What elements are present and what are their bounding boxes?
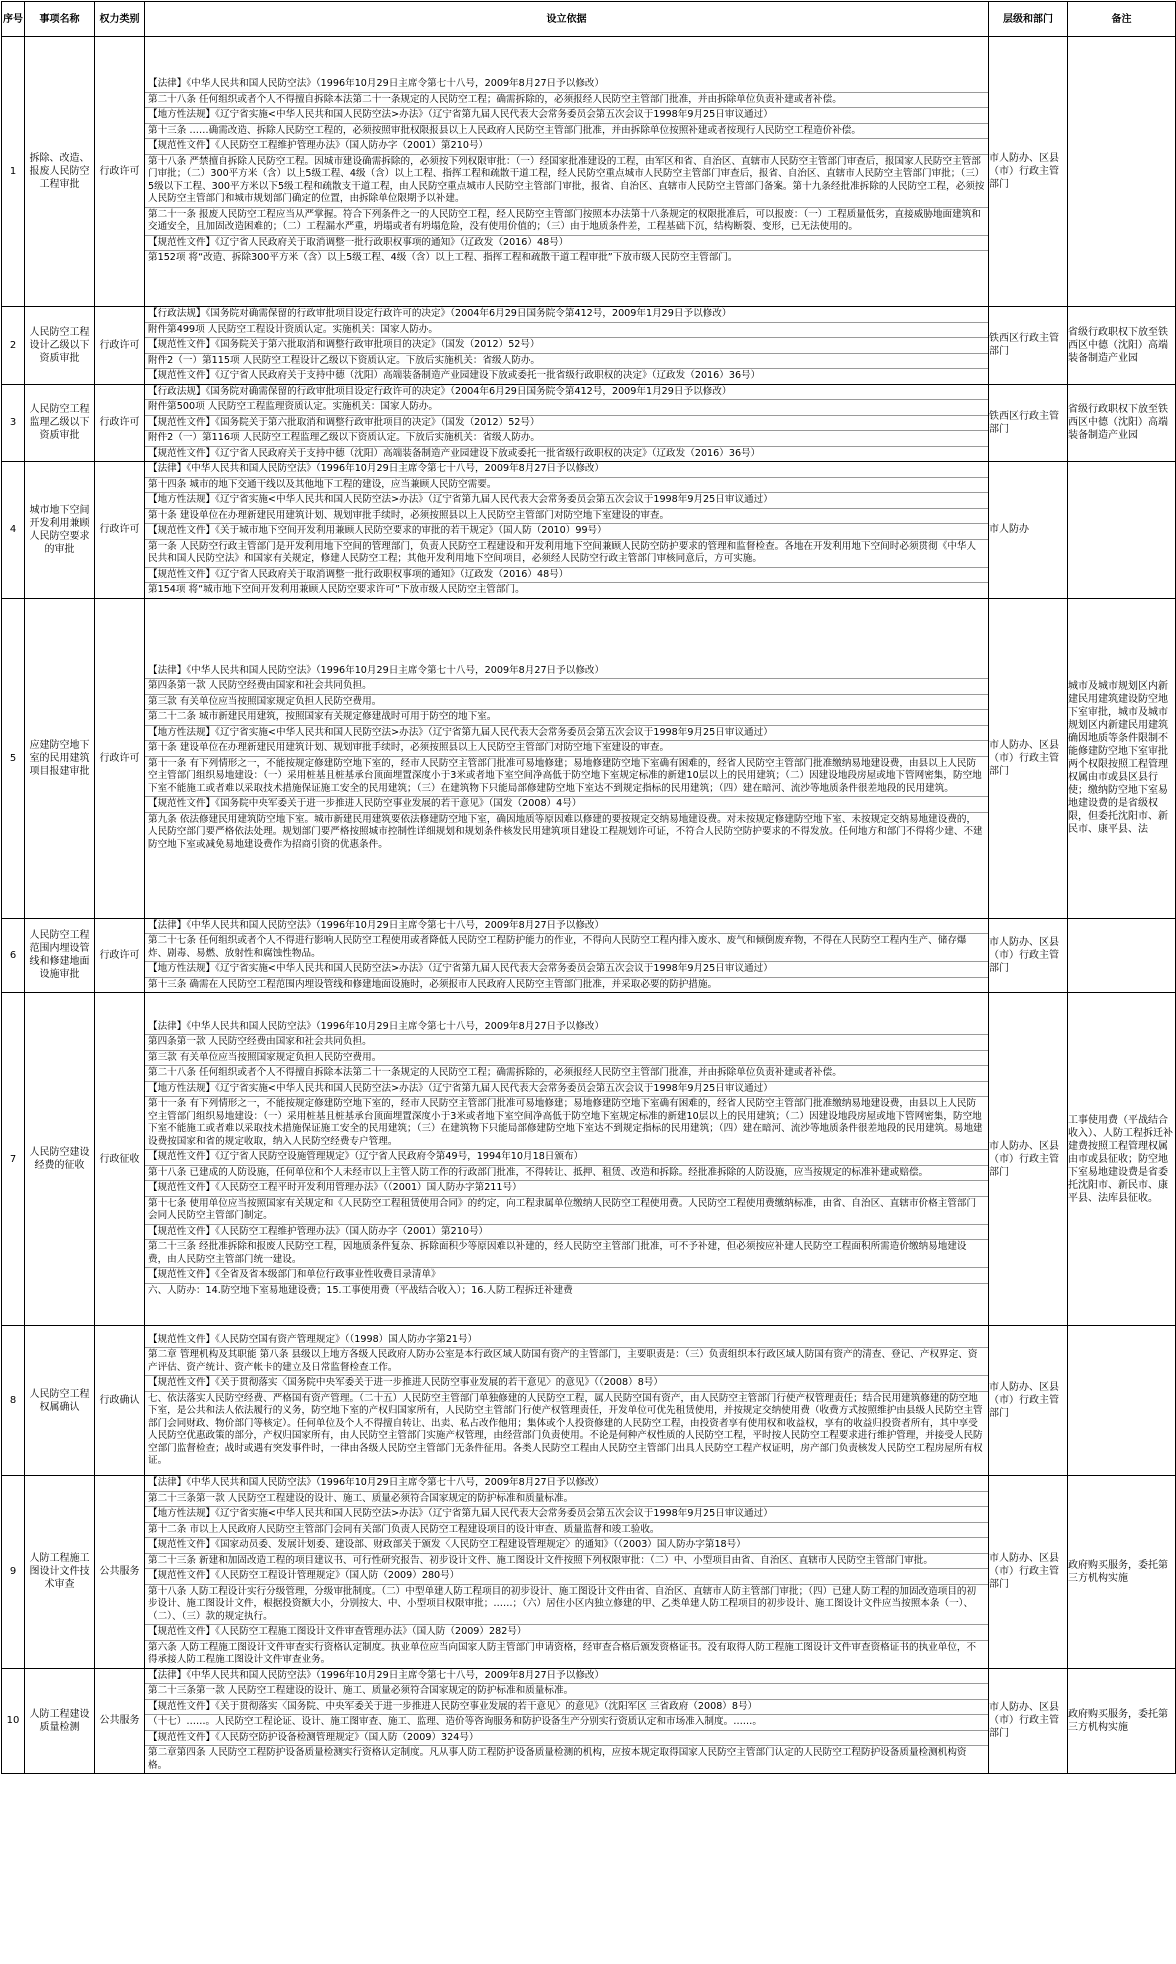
table-row [2,462,1176,599]
basis-line: 第二十八条 任何组织或者个人不得擅自拆除本法第二十一条规定的人民防空工程；确需拆除的，必须报经人民防空主管部门批准，并由拆除单位负责补建或者补偿。 [145,1066,988,1082]
table-row [2,384,1176,462]
table-row [2,1326,1176,1476]
table-row [2,598,1176,918]
basis-line: 【规范性文件】《关于贯彻落实〈国务院中央军委关于进一步推进人民防空事业发展的若干意见〉的意见》（（2008）8号） [145,1376,988,1392]
basis-line: 第二章第四条 人民防空工程防护设备质量检测实行资格认定制度。凡从事人防工程防护设备质量检测的机构，应按本规定取得国家人民防空主管部门认定的人民防空工程防护设备质量检测机构资格。 [148,1747,967,1771]
basis-cell [145,1668,989,1774]
power-type: 行政许可 [95,918,145,993]
header-note: 备注 [1068,2,1176,37]
basis-line: 第十一条 有下列情形之一，不能按规定修建防空地下室的，经市人民防空主管部门批准可易地修建；易地修建防空地下室确有困难的，经省人民防空主管部门批准缴纳易地建设费，由县以上人民防空主管部门组织易地建设：（一）采用桩基且桩基承台顶面埋置深度小于3米或者地下室空间净高低于防空地下室规定标准的新建10层以上的民用建筑；（二）因建设地段房屋或地下管网密集，防空地下室不能施工或者难以采取技术措施保证施工安全的民用建筑；（三）在建筑物下只能局部修建防空地下室达不到规定指标的民用建筑；（四）建在暗河、流沙等地质条件很差地段的民用建筑。易地建设费按国家和省的规定收取，纳入人民防空经费专户管理。 [145,1097,988,1150]
remark: 政府购买服务，委托第三方机构实施 [1068,1476,1176,1669]
power-type: 行政确认 [95,1326,145,1476]
row-number: 10 [2,1668,25,1774]
basis-line: 第十四条 城市的地下交通干线以及其他地下工程的建设，应当兼顾人民防空需要。 [145,478,988,494]
basis-line: 【地方性法规】《辽宁省实施<中华人民共和国人民防空法>办法》（辽宁省第九届人民代表大会常务委员会第五次会议于1998年9月25日审议通过） [145,1082,988,1098]
basis-line: 第一条 人民防空行政主管部门是开发利用地下空间的管理部门，负责人民防空工程建设和开发利用地下空间兼顾人民防空防护要求的管理和监督检查。各地在开发利用地下空间时必须贯彻《中华人民共和国人民防空法》和国家有关规定，修建人民防空工程；其他开发利用地下空间项目，必须经人民防空行政主管部门审核同意后，方可实施。 [145,540,988,568]
basis-line: 第六条 人防工程施工图设计文件审查实行资格认定制度。执业单位应当向国家人防主管部门申请资格，经审查合格后颁发资格证书。没有取得人防工程施工图设计文件审查资格证书的执业单位，不得承接人防工程施工图设计文件审查业务。 [148,1641,977,1665]
basis-line: 七、依法落实人民防空经费、严格国有资产管理。（二十五）人民防空主管部门单独修建的人民防空工程，属人民防空国有资产，由人民防空主管部门行使产权管理责任；结合民用建筑修建的防空地下室，是公共和法人依法履行的义务，防空地下室的产权归国家所有，人民防空主管部门行使产权管理责任，开发单位可优先租赁使用，并按规定交纳使用费（收费方式按照维护由县级人民防空主管部门会同财政、物价部门等核定）。任何单位及个人不得擅自转让、出卖、私占改作他用；集体或个人投资修建的人民防空工程，由投资者享有使用权和收益权，享有的收益归投资者所有，其中享受人民防空优惠政策的部分，产权归国家所有，由人民防空主管部门实施产权管理，由经营部门负责使用。不论是何种产权性质的人民防空工程，平时按人民防空工程要求进行维护管理，并接受人民防空部门监督检查；战时或遇有突发事件时，一律由各级人民防空主管部门无条件征用。各类人民防空工程由人民防空主管部门出具人民防空工程产权证明，房产部门负责核发人民防空工程房屋所有权证。 [148,1392,983,1466]
basis-line: 第十八条 严禁擅自拆除人民防空工程。因城市建设确需拆除的，必须按下列权限审批：（一）经国家批准建设的工程，由军区和省、自治区、直辖市人民防空主管部门审查后，报国家人民防空主管部门审批；（二）300平方米（含）以上5级工程、4级（含）以上工程、指挥工程和疏散干道工程，经人民防空重点城市人民防空主管部门审查后，报省、自治区、直辖市人民防空主管部门审批；（三）5级以下工程、300平方米以下5级工程和疏散支干道工程，由人民防空重点城市人民防空主管部门审批，报省、自治区、直辖市人民防空主管部门备案。第十九条经批准拆除的人民防空工程，必须按人民防空主管部门和城市规划部门确定的位置，由拆除单位限期予以补建。 [145,155,988,208]
row-number: 9 [2,1476,25,1669]
basis-line: 第十条 建设单位在办理新建民用建筑计划、规划审批手续时，必须按照县以上人民防空主管部门对防空地下室建设的审查。 [145,741,988,757]
item-name: 人民防空建设经费的征收 [25,993,95,1326]
power-type: 行政许可 [95,384,145,462]
department: 铁西区行政主管部门 [989,307,1068,385]
department: 市人防办、区县（市）行政主管部门 [989,993,1068,1326]
basis-line: 附件第500项 人民防空工程监理资质认定。实施机关：国家人防办。 [145,400,988,416]
basis-line: 【规范性文件】《人民防空工程平时开发利用管理办法》（（2001）国人防办字第211号） [145,1181,988,1197]
header-type: 权力类别 [95,2,145,37]
item-name: 人民防空工程权属确认 [25,1326,95,1476]
basis-cell [145,307,989,385]
basis-line: 【规范性文件】《人民防空工程维护管理办法》（国人防办字（2001）第210号） [145,1225,988,1241]
item-name: 拆除、改造、报废人民防空工程审批 [25,37,95,307]
basis-line: 附件第499项 人民防空工程设计资质认定。实施机关：国家人防办。 [145,323,988,339]
basis-line: 第二十三条第一款 人民防空工程建设的设计、施工、质量必须符合国家规定的防护标准和质量标准。 [145,1492,988,1508]
remark: 省级行政职权下放至铁西区中德（沈阳）高端装备制造产业园 [1068,307,1176,385]
power-type: 行政许可 [95,598,145,918]
basis-line: 【规范性文件】《辽宁省人民政府关于取消调整一批行政职权事项的通知》（辽政发（2016）48号） [145,236,988,252]
power-type: 行政许可 [95,462,145,599]
table-row [2,307,1176,385]
basis-line: 【行政法规】《国务院对确需保留的行政审批项目设定行政许可的决定》（2004年6月29日国务院令第412号，2009年1月29日予以修改） [145,307,988,323]
remark: 省级行政职权下放至铁西区中德（沈阳）高端装备制造产业园 [1068,384,1176,462]
basis-line: 第二章 管理机构及其职能 第八条 县级以上地方各级人民政府人防办公室是本行政区域人防国有资产的主管部门，主要职责是：（三）负责组织本行政区域人防国有资产的清查、登记、产权界定、资产评估、资产统计、资产帐卡的建立及日常监督检查工作。 [145,1348,988,1376]
basis-line: 第十七条 使用单位应当按照国家有关规定和《人民防空工程租赁使用合同》的约定，向工程隶属单位缴纳人民防空工程使用费。人民防空工程使用费缴纳标准，由省、自治区、直辖市价格主管部门会同人民防空主管部门制定。 [145,1197,988,1225]
basis-line: 【法律】《中华人民共和国人民防空法》（1996年10月29日主席令第七十八号，2009年8月27日予以修改） [145,1669,988,1685]
header-dept: 层级和部门 [989,2,1068,37]
row-number: 4 [2,462,25,599]
basis-line: 第二十八条 任何组织或者个人不得擅自拆除本法第二十一条规定的人民防空工程；确需拆除的，必须报经人民防空主管部门批准，并由拆除单位负责补建或者补偿。 [145,93,988,109]
remark [1068,462,1176,599]
department: 市人防办、区县（市）行政主管部门 [989,918,1068,993]
header-name: 事项名称 [25,2,95,37]
permissions-table [1,1,1176,1774]
basis-line: 【法律】《中华人民共和国人民防空法》（1996年10月29日主席令第七十八号，2009年8月27日予以修改） [145,77,988,93]
item-name: 人防工程施工图设计文件技术审查 [25,1476,95,1669]
basis-cell [145,1326,989,1476]
basis-line: 第十条 建设单位在办理新建民用建筑计划、规划审批手续时，必须按照县以上人民防空主管部门对防空地下室建设的审查。 [145,509,988,525]
power-type: 公共服务 [95,1476,145,1669]
basis-line: 【规范性文件】《辽宁省人民政府关于支持中德（沈阳）高端装备制造产业园建设下放或委托一批省级行政职权的决定》（辽政发（2016）36号） [148,370,761,381]
basis-line: 【法律】《中华人民共和国人民防空法》（1996年10月29日主席令第七十八号，2009年8月27日予以修改） [145,462,988,478]
basis-line: 【规范性文件】《全省及省本级部门和单位行政事业性收费目录清单》 [145,1268,988,1284]
basis-line: 六、人防办：14.防空地下室易地建设费；15.工事使用费（平战结合收入）；16.人防工程拆迁补建费 [148,1284,573,1296]
row-number: 3 [2,384,25,462]
basis-line: 第三款 有关单位应当按照国家规定负担人民防空费用。 [145,695,988,711]
header-basis: 设立依据 [145,2,989,37]
basis-line: 第二十三条第一款 人民防空工程建设的设计、施工、质量必须符合国家规定的防护标准和质量标准。 [145,1684,988,1700]
remark [1068,37,1176,307]
basis-line: 【规范性文件】《人民防空工程设计管理规定》（国人防（2009）280号） [145,1569,988,1585]
row-number: 1 [2,37,25,307]
department: 市人防办、区县（市）行政主管部门 [989,1668,1068,1774]
basis-line: 第二十三条 经批准拆除和报废人民防空工程，因地质条件复杂、拆除面积少等原因难以补建的，经人民防空主管部门批准，可不予补建，但必须按应补建人民防空工程面积所需造价缴纳易地建设费，由人民防空主管部门统一建设。 [145,1240,988,1268]
table-row [2,993,1176,1326]
basis-line: 第十三条 ……确需改造、拆除人民防空工程的，必须按照审批权限报县以上人民政府人民防空主管部门批准，并由拆除单位按照补建或者按现行人民防空工程造价补偿。 [145,124,988,140]
basis-line: 【规范性文件】《国家动员委、发展计划委、建设部、财政部关于颁发〈人民防空工程建设管理规定〉的通知》（（2003）国人防办字第18号） [145,1538,988,1554]
basis-line: 【地方性法规】《辽宁省实施<中华人民共和国人民防空法>办法》（辽宁省第九届人民代表大会常务委员会第五次会议于1998年9月25日审议通过） [145,108,988,124]
basis-line: 第十二条 市以上人民政府人民防空主管部门会同有关部门负责人民防空工程建设项目的设计审查、质量监督和竣工验收。 [145,1523,988,1539]
basis-line: 【规范性文件】《关于城市地下空间开发利用兼顾人民防空要求的审批的若干规定》（国人防（2010）99号） [145,524,988,540]
header-row [2,2,1176,37]
item-name: 人民防空工程监理乙级以下资质审批 [25,384,95,462]
basis-line: 第三款 有关单位应当按照国家规定负担人民防空费用。 [145,1051,988,1067]
basis-line: 第十三条 确需在人民防空工程范围内埋设管线和修建地面设施时，必须报市人民政府人民防空主管部门批准，并采取必要的防护措施。 [148,978,718,990]
basis-line: 第十八条 已建成的人防设施，任何单位和个人未经市以上主管人防工作的行政部门批准，不得转让、抵押、租赁、改造和拆除。经批准拆除的人防设施，应当按规定的标准补建或赔偿。 [145,1166,988,1182]
basis-line: 第二十二条 城市新建民用建筑，按照国家有关规定修建战时可用于防空的地下室。 [145,710,988,726]
basis-line: 【规范性文件】《人民防空工程维护管理办法》（国人防办字（2001）第210号） [145,139,988,155]
basis-line: 【规范性文件】《辽宁省人民政府关于取消调整一批行政职权事项的通知》（辽政发（2016）48号） [145,568,988,584]
basis-line: 【规范性文件】《国务院关于第六批取消和调整行政审批项目的决定》（国发（2012）52号） [145,338,988,354]
remark: 政府购买服务，委托第三方机构实施 [1068,1668,1176,1774]
basis-line: 第十一条 有下列情形之一，不能按规定修建防空地下室的，经市人民防空主管部门批准可易地修建；易地修建防空地下室确有困难的，经省人民防空主管部门批准缴纳易地建设费，由县以上人民防空主管部门组织易地建设：（一）采用桩基且桩基承台顶面埋置深度小于3米或者地下室空间净高低于防空地下室规定标准的新建10层以上的民用建筑；（二）因建设地段房屋或地下管网密集，防空地下室不能施工或者难以采取技术措施保证施工安全的民用建筑；（三）在建筑物下只能局部修建防空地下室达不到规定指标的民用建筑；（四）建在暗河、流沙等地质条件很差地段的民用建筑。 [145,757,988,798]
basis-line: 【规范性文件】《人民防空国有资产管理规定》（（1998）国人防办字第21号） [145,1333,988,1349]
power-type: 公共服务 [95,1668,145,1774]
basis-line: 第四条第一款 人民防空经费由国家和社会共同负担。 [145,679,988,695]
basis-line: 附件2（一）第115项 人民防空工程设计乙级以下资质认定。下放后实施机关：省级人防办。 [145,354,988,370]
basis-line: 【地方性法规】《辽宁省实施<中华人民共和国人民防空法>办法》（辽宁省第九届人民代表大会常务委员会第五次会议于1998年9月25日审议通过） [145,493,988,509]
remark [1068,918,1176,993]
item-name: 人民防空工程范围内埋设管线和修建地面设施审批 [25,918,95,993]
basis-line: 第十八条 人防工程设计实行分级管理，分级审批制度。（二）中型单建人防工程项目的初步设计、施工图设计文件由省、自治区、直辖市人防主管部门审批；（四）已建人防工程的加固改造项目的初步设计、施工图设计文件，根据投资额大小，分别按大、中、小型项目权限审批；……；（六）居住小区内独立修建的甲、乙类单建人防工程项目的初步设计、施工图设计文件应当按照本条（一）、（二）、（三）款的规定执行。 [145,1585,988,1626]
basis-line: 第九条 依法修建民用建筑防空地下室。城市新建民用建筑要依法修建防空地下室，确因地质等原因难以修建的要按规定交纳易地建设费。对未按规定修建防空地下室、未按规定交纳易地建设费的，人民防空部门要严格依法处理。规划部门要严格按照城市控制性详细规划和规划条件核发民用建筑项目建设工程规划许可证，不符合人民防空防护要求的不得发放。任何地方和部门不得将少建、不建防空地下室或减免易地建设费作为招商引资的优惠条件。 [148,813,983,850]
row-number: 5 [2,598,25,918]
basis-line: 【行政法规】《国务院对确需保留的行政审批项目设定行政许可的决定》（2004年6月29日国务院令第412号，2009年1月29日予以修改） [145,385,988,401]
basis-cell [145,918,989,993]
basis-line: 附件2（一）第116项 人民防空工程监理乙级以下资质认定。下放后实施机关：省级人防办。 [145,431,988,447]
item-name: 人民防空工程设计乙级以下资质审批 [25,307,95,385]
department: 市人防办 [989,462,1068,599]
basis-line: 【法律】《中华人民共和国人民防空法》（1996年10月29日主席令第七十八号，2009年8月27日予以修改） [145,1476,988,1492]
row-number: 8 [2,1326,25,1476]
item-name: 城市地下空间开发利用兼顾人民防空要求的审批 [25,462,95,599]
row-number: 7 [2,993,25,1326]
basis-line: 【规范性文件】《国务院中央军委关于进一步推进人民防空事业发展的若干意见》（国发（2008）4号） [145,797,988,813]
basis-line: 第二十三条 新建和加固改造工程的项目建议书、可行性研究报告、初步设计文件、施工图设计文件按照下列权限审批：（二）中、小型项目由省、自治区、直辖市人民防空主管部门审批。 [145,1554,988,1570]
basis-line: 【地方性法规】《辽宁省实施<中华人民共和国人民防空法>办法》（辽宁省第九届人民代表大会常务委员会第五次会议于1998年9月25日审议通过） [145,1507,988,1523]
basis-line: 【法律】《中华人民共和国人民防空法》（1996年10月29日主席令第七十八号，2009年8月27日予以修改） [145,1020,988,1036]
remark [1068,1326,1176,1476]
basis-line: 第152项 将“改造、拆除300平方米（含）以上5级工程、4级（含）以上工程、指挥工程和疏散干道工程审批”下放市级人民防空主管部门。 [148,252,738,264]
basis-cell [145,37,989,307]
table-row [2,1668,1176,1774]
power-type: 行政许可 [95,37,145,307]
basis-line: 【规范性文件】《人民防空防护设备检测管理规定》（国人防（2009）324号） [145,1731,988,1747]
table-row [2,918,1176,993]
table-row [2,37,1176,307]
basis-line: 【规范性文件】《辽宁省人民防空设施管理规定》（辽宁省人民政府令第49号，1994年10月18日颁布） [145,1150,988,1166]
basis-line: 第四条第一款 人民防空经费由国家和社会共同负担。 [145,1035,988,1051]
basis-cell [145,993,989,1326]
remark: 城市及城市规划区内新建民用建筑建设防空地下室审批，城市及城市规划区内新建民用建筑确因地质等条件限制不能修建防空地下室审批两个权限按照工程管理权属由市或县区县行使；缴纳防空地下室易地建设费的是省级权限，但委托沈阳市、新民市、康平县、法 [1068,598,1176,918]
basis-cell [145,462,989,599]
department: 市人防办、区县（市）行政主管部门 [989,1476,1068,1669]
basis-cell [145,384,989,462]
item-name: 人防工程建设质量检测 [25,1668,95,1774]
basis-line: 【地方性法规】《辽宁省实施<中华人民共和国人民防空法>办法》（辽宁省第九届人民代表大会常务委员会第五次会议于1998年9月25日审议通过） [145,726,988,742]
header-no: 序号 [2,2,25,37]
power-type: 行政征收 [95,993,145,1326]
remark: 工事使用费（平战结合收入）、人防工程拆迁补建费按照工程管理权属由市或县征收；防空地下室易地建设费是省委托沈阳市、新民市、康平县、法库县征收。 [1068,993,1176,1326]
basis-line: 【规范性文件】《关于贯彻落实〈国务院、中央军委关于进一步推进人民防空事业发展的若干意见〉的意见》（沈阳军区 三省政府（2008）8号） [145,1700,988,1716]
basis-cell [145,1476,989,1669]
department: 市人防办、区县（市）行政主管部门 [989,598,1068,918]
basis-line: （十七）……。人民防空工程论证、设计、施工图审查、施工、监理、造价等咨询服务和防护设备生产分别实行资质认定和市场准入制度。……。 [145,1715,988,1731]
basis-line: 【规范性文件】《人民防空工程施工图设计文件审查管理办法》（国人防（2009）282号） [145,1625,988,1641]
basis-line: 【规范性文件】《国务院关于第六批取消和调整行政审批项目的决定》（国发（2012）52号） [145,416,988,432]
basis-line: 第154项 将“城市地下空间开发利用兼顾人民防空要求许可”下放市级人民防空主管部门。 [148,584,525,595]
basis-line: 【法律】《中华人民共和国人民防空法》（1996年10月29日主席令第七十八号，2009年8月27日予以修改） [145,664,988,680]
basis-line: 【地方性法规】《辽宁省实施<中华人民共和国人民防空法>办法》（辽宁省第九届人民代表大会常务委员会第五次会议于1998年9月25日审议通过） [145,962,988,978]
item-name: 应建防空地下室的民用建筑项目报建审批 [25,598,95,918]
row-number: 6 [2,918,25,993]
department: 铁西区行政主管部门 [989,384,1068,462]
basis-line: 第二十一条 报废人民防空工程应当从严掌握。符合下列条件之一的人民防空工程，经人民防空主管部门按照本办法第十八条规定的权限批准后，可以报废：（一）工程质量低劣，直接威胁地面建筑和交通安全，且加固改造困难的；（二）工程漏水严重，坍塌或者有坍塌危险，没有使用价值的；（三）由于地质条件差，工程基础下沉，结构断裂、变形，已无法使用的。 [145,208,988,236]
basis-line: 【法律】《中华人民共和国人民防空法》（1996年10月29日主席令第七十八号，2009年8月27日予以修改） [145,919,988,935]
basis-line: 【规范性文件】《辽宁省人民政府关于支持中德（沈阳）高端装备制造产业园建设下放或委托一批省级行政职权的决定》（辽政发（2016）36号） [148,447,761,459]
department: 市人防办、区县（市）行政主管部门 [989,37,1068,307]
row-number: 2 [2,307,25,385]
power-type: 行政许可 [95,307,145,385]
basis-line: 第二十七条 任何组织或者个人不得进行影响人民防空工程使用或者降低人民防空工程防护能力的作业，不得向人民防空工程内排入废水、废气和倾倒废弃物，不得在人民防空工程内生产、储存爆炸、剧毒、易燃、放射性和腐蚀性物品。 [145,934,988,962]
table-row [2,1476,1176,1669]
basis-cell [145,598,989,918]
department: 市人防办、区县（市）行政主管部门 [989,1326,1068,1476]
